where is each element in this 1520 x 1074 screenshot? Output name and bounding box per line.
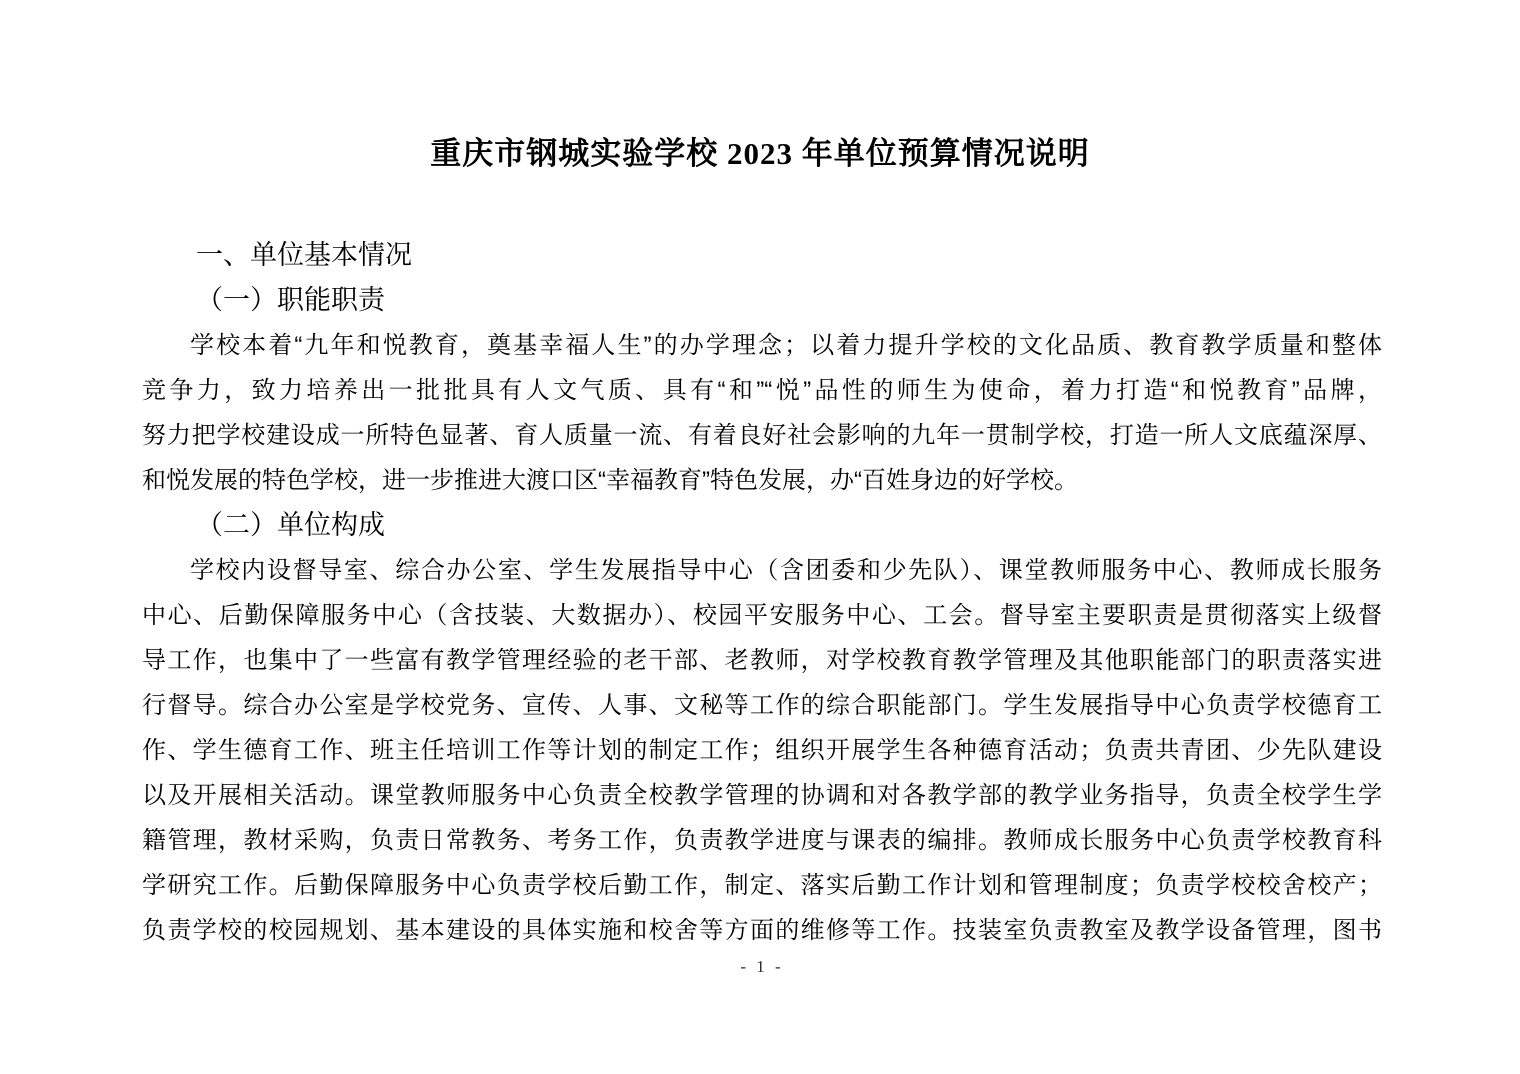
document-title: 重庆市钢城实验学校 2023 年单位预算情况说明 [430, 136, 1090, 171]
paragraph-line: 和悦发展的特色学校，进一步推进大渡口区“幸福教育”特色发展，办“百姓身边的好学校。 [142, 467, 1078, 494]
paragraph-line: 学校本着“九年和悦教育，奠基幸福人生”的办学理念；以着力提升学校的文化品质、教育教学质量和整体 [190, 332, 1382, 359]
paragraph-line: 以及开展相关活动。课堂教师服务中心负责全校教学管理的协调和对各教学部的教学业务指导，负责全校学生学 [142, 782, 1382, 809]
paragraph-line: 负责学校的校园规划、基本建设的具体实施和校舍等方面的维修等工作。技装室负责教室及教学设备管理，图书 [142, 917, 1382, 944]
paragraph-line: 竞争力，致力培养出一批批具有人文气质、具有“和”“悦”品性的师生为使命，着力打造“和悦教育”品牌， [142, 377, 1382, 404]
paragraph-line: 努力把学校建设成一所特色显著、育人质量一流、有着良好社会影响的九年一贯制学校，打造一所人文底蕴深厚、 [142, 422, 1382, 449]
subsection-heading-composition: （二）单位构成 [196, 510, 385, 540]
page-number: - 1 - [740, 957, 784, 976]
section-heading-basic-info: 一、单位基本情况 [196, 240, 412, 270]
paragraph-line: 中心、后勤保障服务中心（含技装、大数据办）、校园平安服务中心、工会。督导室主要职责是贯彻落实上级督 [142, 602, 1382, 629]
paragraph-line: 籍管理，教材采购，负责日常教务、考务工作，负责教学进度与课表的编排。教师成长服务中心负责学校教育科 [142, 827, 1382, 854]
subsection-heading-duties: （一）职能职责 [196, 285, 385, 315]
paragraph-line: 学校内设督导室、综合办公室、学生发展指导中心（含团委和少先队）、课堂教师服务中心、教师成长服务 [190, 557, 1382, 584]
document-body [142, 233, 1382, 953]
paragraph-line: 导工作，也集中了一些富有教学管理经验的老干部、老教师，对学校教育教学管理及其他职能部门的职责落实进 [142, 647, 1382, 674]
paragraph-line: 作、学生德育工作、班主任培训工作等计划的制定工作；组织开展学生各种德育活动；负责共青团、少先队建设 [142, 737, 1382, 764]
paragraph-line: 学研究工作。后勤保障服务中心负责学校后勤工作，制定、落实后勤工作计划和管理制度；负责学校校舍校产； [142, 872, 1382, 899]
paragraph-line: 行督导。综合办公室是学校党务、宣传、人事、文秘等工作的综合职能部门。学生发展指导中心负责学校德育工 [142, 692, 1382, 719]
